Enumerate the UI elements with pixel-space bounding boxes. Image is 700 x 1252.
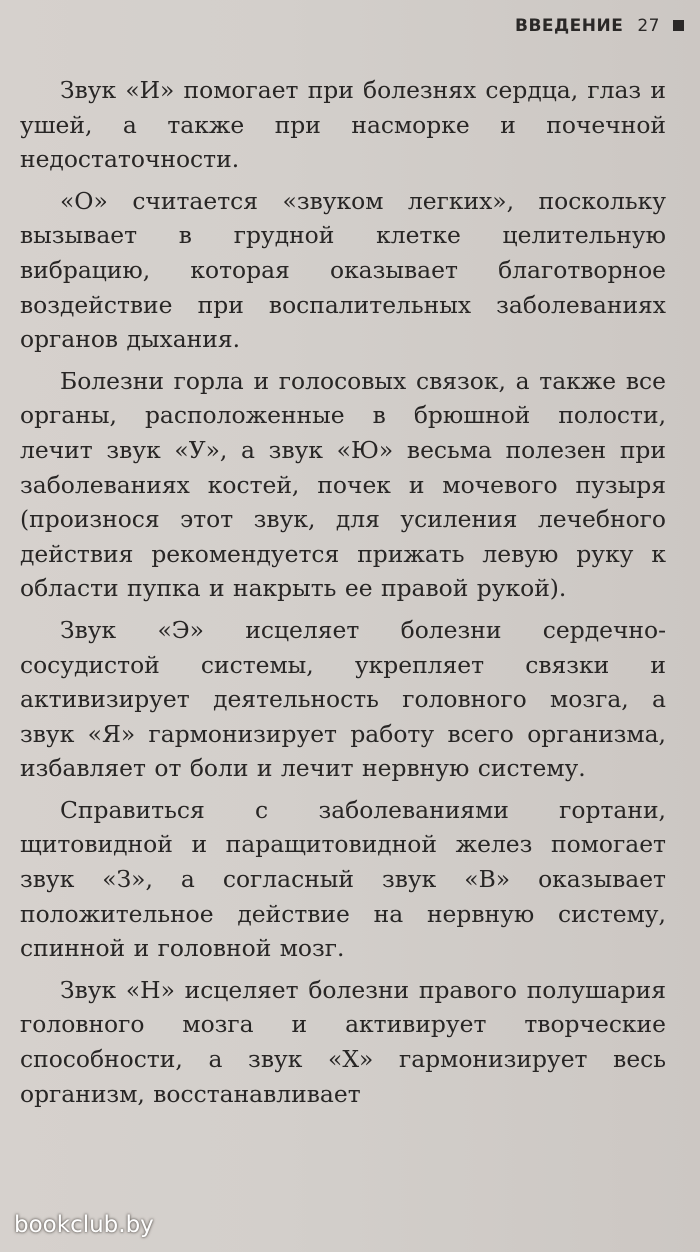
- running-head: [515, 14, 660, 38]
- body-text: [20, 73, 666, 1111]
- paragraph: Звук «И» помогает при болезнях сердца, глаз и ушей, а также при насморке и почечной недостаточности.: [20, 76, 666, 174]
- paragraph: Звук «Н» исцеляет болезни правого полушария головного мозга и активирует творческие способности, а звук «Х» гармонизирует весь организм, восстанавливает: [20, 975, 666, 1108]
- section-title: ВВЕДЕНИЕ: [515, 16, 624, 36]
- square-marker-icon: [673, 20, 684, 31]
- paragraph: Справиться с заболеваниями гортани, щитовидной и паращитовидной желез помогает звук «З», а согласный звук «В» оказывает положительное действие на нервную систему, спинной и головной мозг.: [20, 795, 666, 963]
- paragraph: Звук «Э» исцеляет болезни сердечно-сосудистой системы, укрепляет связки и активизирует деятельность головного мозга, а звук «Я» гармонизирует работу всего организма, избавляет от боли и лечит нервную систему.: [20, 615, 666, 783]
- paragraph: Болезни горла и голосовых связок, а также все органы, расположенные в брюшной полости, лечит звук «У», а звук «Ю» весьма полезен при заболеваниях костей, почек и мочевого пузыря (произнося этот звук, для усиления лечебного действия рекомендуется прижать левую руку к области пупка и накрыть ее правой рукой).: [20, 366, 666, 603]
- watermark: bookclub.by: [14, 1212, 154, 1238]
- page-number: 27: [637, 16, 660, 36]
- paragraph: «О» считается «звуком легких», поскольку вызывает в грудной клетке целительную вибрацию, которая оказывает благотворное воздействие при воспалительных заболеваниях органов дыхания.: [20, 186, 666, 354]
